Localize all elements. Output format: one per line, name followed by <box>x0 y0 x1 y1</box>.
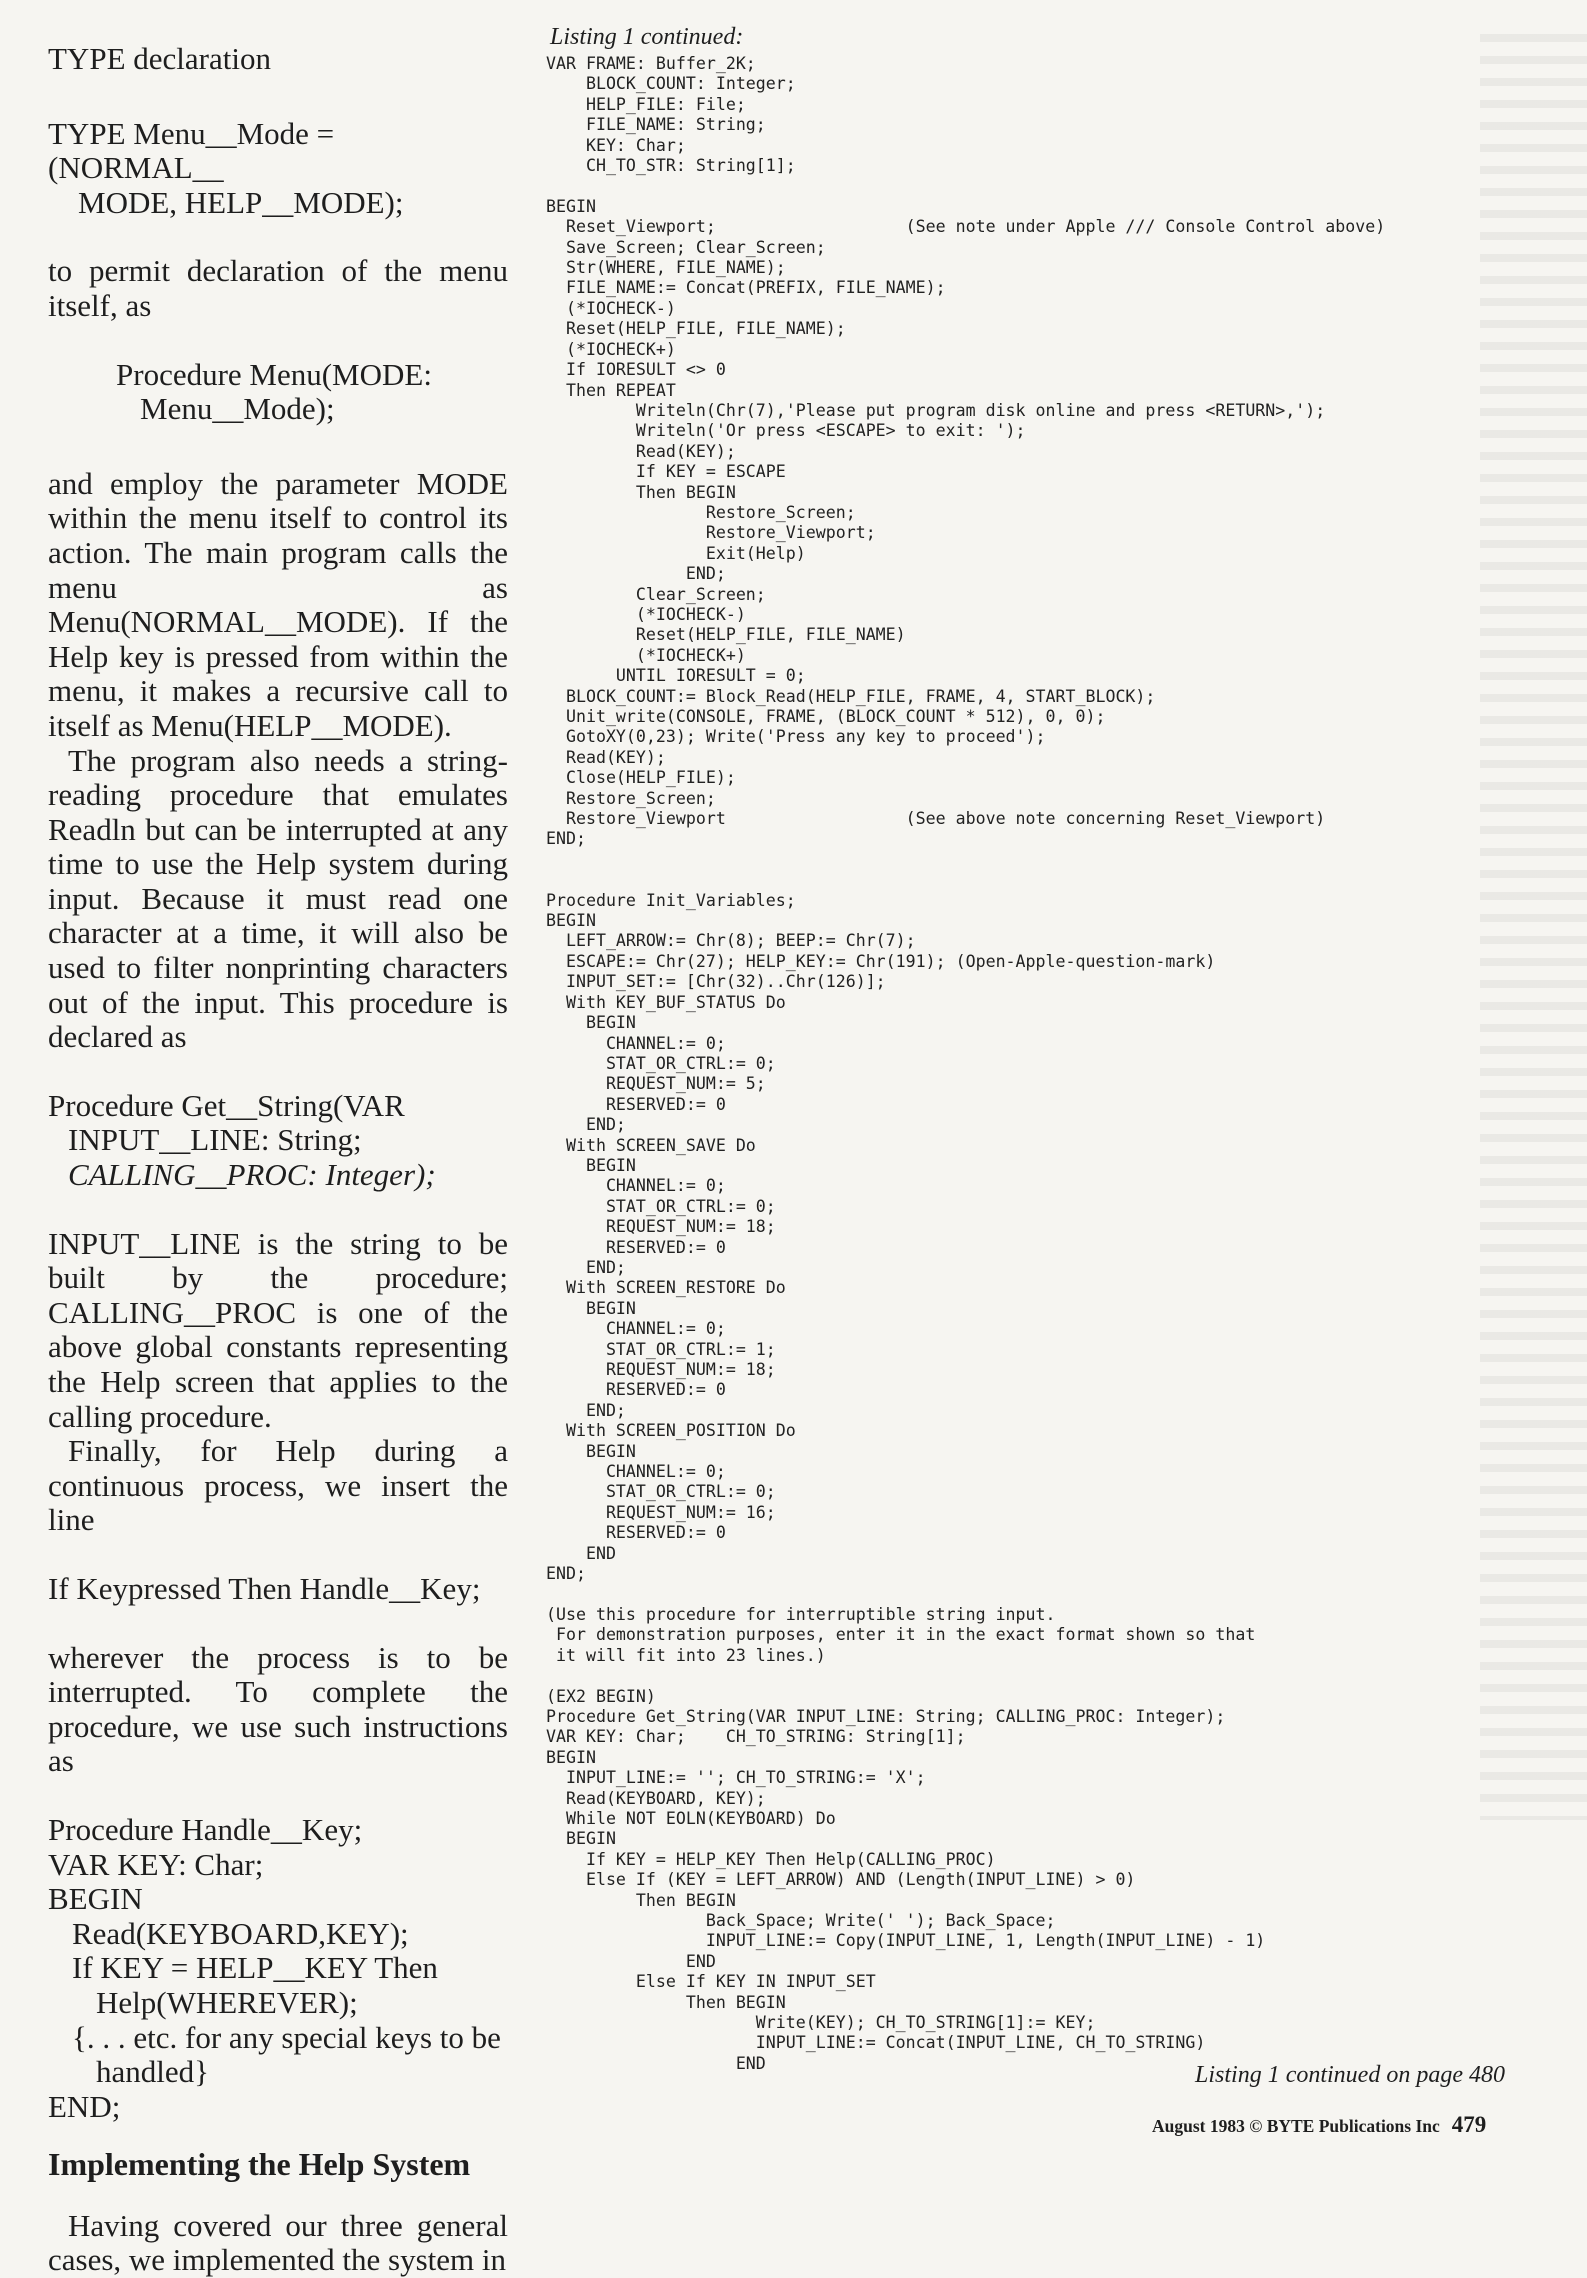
paragraph-menu-declaration: to permit declaration of the menu itself, as <box>48 253 508 323</box>
page-footer <box>1152 2112 1486 2138</box>
section-heading: Implementing the Help System <box>48 2146 471 2183</box>
handle-key-line: {. . . etc. for any special keys to be <box>72 2019 501 2055</box>
listing-column <box>546 22 1556 2074</box>
paragraph-input-line: INPUT__LINE is the string to be built by the procedure; CALLING__PROC is one of the above global constants representing the Help screen that applies to the calling procedure. <box>48 1225 508 1434</box>
handle-key-line: handled} <box>96 2054 210 2090</box>
listing-caption: Listing 1 continued: <box>550 24 744 50</box>
footer-issue: August 1983 © BYTE Publications Inc <box>1152 2116 1440 2136</box>
handle-key-line: Procedure Handle__Key; <box>48 1811 363 1847</box>
get-string-line-2: INPUT__LINE: String; <box>68 1122 362 1158</box>
listing-continued-note: Listing 1 continued on page 480 <box>1195 2062 1505 2088</box>
paragraph-interrupt: wherever the process is to be interrupted. To complete the procedure, we use such instructions as <box>48 1639 508 1779</box>
paragraph-string-reading: The program also needs a string-reading procedure that emulates Readln but can be interrupted at any time to use the Help system during input. Because it must read one character at a time, it will also be used to filter nonprinting characters out of the input. This procedure is declared as <box>48 742 508 1055</box>
handle-key-line: VAR KEY: Char; <box>48 1846 264 1882</box>
paragraph-continuous-process: Finally, for Help during a continuous process, we insert the line <box>48 1433 508 1538</box>
type-menu-line-2: MODE, HELP__MODE); <box>78 184 404 220</box>
page-number: 479 <box>1451 2112 1487 2137</box>
procedure-menu-line-1: Procedure Menu(MODE: <box>116 356 432 392</box>
handle-key-line: If KEY = HELP__KEY Then <box>72 1950 438 1986</box>
handle-key-line: BEGIN <box>48 1881 143 1917</box>
handle-key-line: Read(KEYBOARD,KEY); <box>72 1915 409 1951</box>
get-string-line-3: CALLING__PROC: Integer); <box>68 1157 436 1193</box>
get-string-line-1: Procedure Get__String(VAR <box>48 1087 405 1123</box>
keypressed-line: If Keypressed Then Handle__Key; <box>48 1570 481 1606</box>
type-menu-line-1: TYPE Menu__Mode = (NORMAL__ <box>48 115 335 186</box>
procedure-menu-line-2: Menu__Mode); <box>140 391 335 427</box>
left-text-column <box>48 42 508 2278</box>
paragraph-implementing: Having covered our three general cases, we implemented the system in <box>48 2207 508 2278</box>
handle-key-code <box>48 1813 508 2124</box>
handle-key-line: END; <box>48 2088 121 2124</box>
listing-code: VAR FRAME: Buffer_2K; BLOCK_COUNT: Integer; HELP_FILE: File; FILE_NAME: String; KEY: Char; CH_TO_STR: String[1]; BEGIN Reset_Viewport; (See note under Apple /// Console Control above) Save_Screen; Clear_Screen; Str(WHERE, FILE_NAME); FILE_NAME:= Concat(PREFIX, FILE_NAME); (*IOCHECK-) Reset(HELP_FILE, FILE_NAME); (*IOCHECK+) If IORESULT <> 0 Then REPEAT Writeln(Chr(7),'Please put program disk online and press <RETURN>,'); Writeln('Or press <ESCAPE> to exit: '); Read(KEY); If KEY = ESCAPE Then BEGIN Restore_Screen; Restore_Viewport; Exit(Help) END; Clear_Screen; (*IOCHECK-) Reset(HELP_FILE, FILE_NAME) (*IOCHECK+) UNTIL IORESULT = 0; BLOCK_COUNT:= Block_Read(HELP_FILE, FRAME, 4, START_BLOCK); Unit_write(CONSOLE, FRAME, (BLOCK_COUNT * 512), 0, 0); GotoXY(0,23); Write('Press any key to proceed'); Read(KEY); Close(HELP_FILE); Restore_Screen; Restore_Viewport (See above note concerning Reset_Viewport) END; Procedure Init_Variables; BEGIN LEFT_ARROW:= Chr(8); BEEP:= Chr(7); ESCAPE:= Chr(27); HELP_KEY:= Chr(191); (Open-Apple-question-mark) INPUT_SET:= [Chr(32)..Chr(126)]; With KEY_BUF_STATUS Do BEGIN CHANNEL:= 0; STAT_OR_CTRL:= 0; REQUEST_NUM:= 5; RESERVED:= 0 END; With SCREEN_SAVE Do BEGIN CHANNEL:= 0; STAT_OR_CTRL:= 0; REQUEST_NUM:= 18; RESERVED:= 0 END; With SCREEN_RESTORE Do BEGIN CHANNEL:= 0; STAT_OR_CTRL:= 1; REQUEST_NUM:= 18; RESERVED:= 0 END; With SCREEN_POSITION Do BEGIN CHANNEL:= 0; STAT_OR_CTRL:= 0; REQUEST_NUM:= 16; RESERVED:= 0 END END; (Use this procedure for interruptible string input. For demonstration purposes, enter it in the exact format shown so that it will fit into 23 lines.) (EX2 BEGIN) Procedure Get_String(VAR INPUT_LINE: String; CALLING_PROC: Integer); VAR KEY: Char; CH_TO_STRING: String[1]; BEGIN INPUT_LINE:= ''; CH_TO_STRING:= 'X'; Read(KEYBOARD, KEY); While NOT EOLN(KEYBOARD) Do BEGIN If KEY = HELP_KEY Then Help(CALLING_PROC) Else If (KEY = LEFT_ARROW) AND (Length(INPUT_LINE) > 0) Then BEGIN Back_Space; Write(' '); Back_Space; INPUT_LINE:= Copy(INPUT_LINE, 1, Length(INPUT_LINE) - 1) END Else If KEY IN INPUT_SET Then BEGIN Write(KEY); CH_TO_STRING[1]:= KEY; INPUT_LINE:= Concat(INPUT_LINE, CH_TO_STRING) END <box>546 54 1386 2073</box>
type-declaration-heading: TYPE declaration <box>48 41 271 76</box>
handle-key-line: Help(WHEREVER); <box>96 1984 358 2020</box>
paragraph-menu-mode: and employ the parameter MODE within the menu itself to control its action. The main program calls the menu as Menu(NORMAL__MODE). If the Help key is pressed from within the menu, it makes a recursive call to itself as Menu(HELP__MODE). <box>48 465 508 743</box>
